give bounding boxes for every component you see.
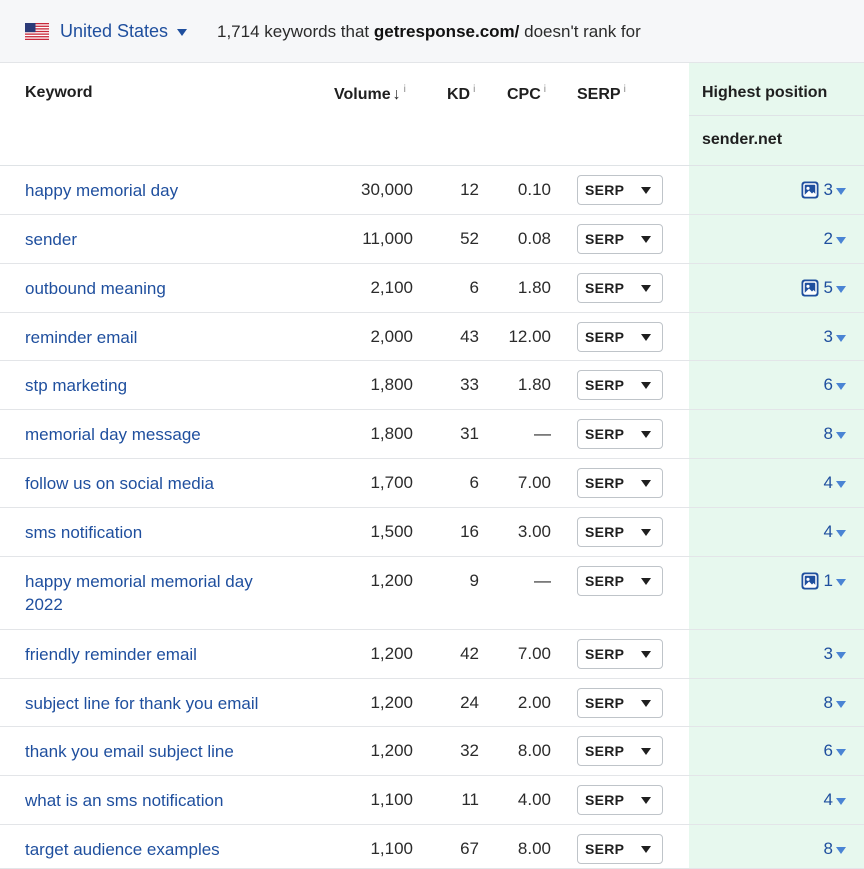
chevron-down-icon <box>836 579 846 586</box>
keyword-link[interactable]: follow us on social media <box>25 474 214 493</box>
chevron-down-icon <box>641 651 651 658</box>
position-value: 1 <box>823 571 833 590</box>
keyword-link[interactable]: friendly reminder email <box>25 645 197 664</box>
serp-button[interactable] <box>577 688 663 718</box>
position-value: 2 <box>823 229 833 248</box>
chevron-down-icon <box>836 530 846 537</box>
chevron-down-icon <box>641 285 651 292</box>
volume-value: 2,000 <box>370 327 413 346</box>
serp-button[interactable] <box>577 785 663 815</box>
keyword-link[interactable]: what is an sms notification <box>25 791 224 810</box>
serp-button[interactable] <box>577 175 663 205</box>
position-dropdown[interactable] <box>801 278 846 298</box>
serp-button[interactable] <box>577 224 663 254</box>
position-dropdown[interactable] <box>824 424 846 444</box>
serp-button-label: SERP <box>585 329 625 345</box>
header-label: sender.net <box>702 131 783 148</box>
serp-button-label: SERP <box>585 182 625 198</box>
position-value: 6 <box>823 741 833 760</box>
chevron-down-icon <box>641 431 651 438</box>
chevron-down-icon <box>641 480 651 487</box>
serp-button-label: SERP <box>585 792 625 808</box>
column-header-volume[interactable] <box>334 84 406 104</box>
serp-button-label: SERP <box>585 475 625 491</box>
table-row <box>0 361 864 410</box>
cpc-value: 8.00 <box>517 741 551 760</box>
position-dropdown[interactable] <box>824 522 846 542</box>
image-pack-icon <box>801 279 819 297</box>
volume-value: 11,000 <box>362 229 413 248</box>
volume-value: 1,800 <box>370 424 413 443</box>
serp-button[interactable] <box>577 322 663 352</box>
cpc-value: 0.10 <box>517 180 551 199</box>
summary-domain: getresponse.com/ <box>373 22 520 41</box>
cpc-value: 0.08 <box>517 229 551 248</box>
position-dropdown[interactable] <box>824 327 846 347</box>
info-icon[interactable]: i <box>543 84 547 95</box>
volume-value: 1,100 <box>370 790 413 809</box>
serp-button[interactable] <box>577 834 663 864</box>
table-row <box>0 264 864 313</box>
column-header-keyword[interactable] <box>25 84 93 102</box>
position-value: 6 <box>823 375 833 394</box>
info-icon[interactable]: i <box>403 84 406 95</box>
position-dropdown[interactable] <box>824 741 846 761</box>
position-value: 3 <box>823 644 833 663</box>
position-value: 8 <box>823 839 833 858</box>
kd-value: 16 <box>460 522 479 541</box>
header-label: Keyword <box>25 84 93 101</box>
keyword-link[interactable]: target audience examples <box>25 840 220 859</box>
chevron-down-icon <box>641 578 651 585</box>
us-flag-icon <box>25 23 49 40</box>
summary-suffix: doesn't rank for <box>524 22 641 41</box>
header-label: CPC <box>507 86 541 103</box>
serp-button[interactable] <box>577 566 663 596</box>
summary-prefix: 1,714 keywords that <box>217 22 370 41</box>
serp-button[interactable] <box>577 517 663 547</box>
table-row <box>0 679 864 727</box>
serp-button-label: SERP <box>585 743 625 759</box>
serp-button-label: SERP <box>585 573 625 589</box>
position-dropdown[interactable] <box>824 839 846 859</box>
position-dropdown[interactable] <box>824 473 846 493</box>
serp-button[interactable] <box>577 273 663 303</box>
table-row <box>0 313 864 361</box>
keyword-link[interactable]: subject line for thank you email <box>25 694 259 713</box>
position-dropdown[interactable] <box>824 229 846 249</box>
chevron-down-icon <box>836 481 846 488</box>
header-label: SERP <box>577 86 621 103</box>
top-bar <box>0 0 864 63</box>
keyword-link[interactable]: stp marketing <box>25 376 128 395</box>
cpc-value: 8.00 <box>517 839 551 858</box>
chevron-down-icon <box>836 286 846 293</box>
keyword-link[interactable]: thank you email subject line <box>25 742 234 761</box>
header-label: Volume <box>334 86 391 103</box>
cpc-value: 7.00 <box>517 644 551 663</box>
volume-value: 1,200 <box>370 741 413 760</box>
position-value: 8 <box>823 693 833 712</box>
chevron-down-icon <box>641 529 651 536</box>
volume-value: 1,200 <box>370 644 413 663</box>
volume-value: 1,200 <box>370 571 413 590</box>
position-value: 5 <box>823 278 833 297</box>
position-value: 4 <box>823 473 833 492</box>
table-row <box>0 508 864 557</box>
serp-button-label: SERP <box>585 841 625 857</box>
country-label[interactable]: United States <box>60 21 169 41</box>
kd-value: 6 <box>469 473 479 492</box>
serp-button[interactable] <box>577 736 663 766</box>
keyword-link[interactable]: outbound meaning <box>25 279 166 298</box>
chevron-down-icon <box>641 334 651 341</box>
sort-descending-icon[interactable]: ↓ <box>392 86 401 103</box>
cpc-value: 1.80 <box>517 375 551 394</box>
chevron-down-icon <box>836 188 846 195</box>
chevron-down-icon <box>641 748 651 755</box>
chevron-down-icon[interactable] <box>177 29 187 36</box>
chevron-down-icon <box>641 382 651 389</box>
volume-value: 30,000 <box>361 180 413 199</box>
cpc-value: 3.00 <box>517 522 551 541</box>
cpc-value: 1.80 <box>517 278 551 297</box>
volume-value: 1,100 <box>370 839 413 858</box>
serp-button-label: SERP <box>585 426 625 442</box>
kd-value: 6 <box>469 278 479 297</box>
cpc-value: 7.00 <box>517 473 551 492</box>
chevron-down-icon <box>641 700 651 707</box>
kd-value: 9 <box>469 571 479 590</box>
chevron-down-icon <box>641 187 651 194</box>
kd-value: 12 <box>460 180 479 199</box>
serp-button-label: SERP <box>585 524 625 540</box>
keyword-link[interactable]: sender <box>25 230 77 249</box>
keyword-link[interactable]: memorial day message <box>25 425 201 444</box>
chevron-down-icon <box>836 847 846 854</box>
serp-button-label: SERP <box>585 231 625 247</box>
chevron-down-icon <box>836 383 846 390</box>
position-dropdown[interactable] <box>824 790 846 810</box>
position-value: 4 <box>823 522 833 541</box>
serp-button[interactable] <box>577 370 663 400</box>
column-header-serp[interactable] <box>577 84 626 104</box>
serp-button-label: SERP <box>585 646 625 662</box>
header-divider <box>689 115 864 116</box>
chevron-down-icon <box>836 432 846 439</box>
keyword-link[interactable]: happy memorial day <box>25 181 179 200</box>
volume-value: 1,500 <box>370 522 413 541</box>
kd-value: 33 <box>460 375 479 394</box>
serp-button[interactable] <box>577 468 663 498</box>
column-header-cpc[interactable] <box>507 84 546 104</box>
chevron-down-icon <box>641 236 651 243</box>
serp-button-label: SERP <box>585 695 625 711</box>
kd-value: 31 <box>460 424 479 443</box>
volume-value: 1,200 <box>370 693 413 712</box>
table-row <box>0 630 864 679</box>
kd-value: 42 <box>460 644 479 663</box>
column-header-highest-position <box>702 84 827 102</box>
kd-value: 32 <box>460 741 479 760</box>
chevron-down-icon <box>836 335 846 342</box>
kd-value: 11 <box>461 790 479 809</box>
cpc-value: — <box>534 424 551 443</box>
keyword-link[interactable]: sms notification <box>25 523 143 542</box>
chevron-down-icon <box>836 749 846 756</box>
table-row <box>0 459 864 508</box>
serp-button[interactable] <box>577 419 663 449</box>
kd-value: 52 <box>460 229 479 248</box>
serp-button[interactable] <box>577 639 663 669</box>
volume-value: 2,100 <box>370 278 413 297</box>
kd-value: 43 <box>460 327 479 346</box>
image-pack-icon <box>801 572 819 590</box>
column-header-competitor <box>702 131 782 149</box>
chevron-down-icon <box>836 701 846 708</box>
keyword-link[interactable]: happy memorial memorial day 2022 <box>25 572 253 614</box>
serp-button-label: SERP <box>585 280 625 296</box>
keyword-link[interactable]: reminder email <box>25 328 138 347</box>
table-row <box>0 727 864 776</box>
serp-button-label: SERP <box>585 377 625 393</box>
kd-value: 24 <box>460 693 479 712</box>
position-dropdown[interactable] <box>824 693 846 713</box>
country-selector[interactable] <box>25 21 187 42</box>
table-row <box>0 825 864 869</box>
chevron-down-icon <box>836 237 846 244</box>
cpc-value: 4.00 <box>517 790 551 809</box>
table-row <box>0 410 864 459</box>
table-row <box>0 215 864 264</box>
position-dropdown[interactable] <box>824 644 846 664</box>
cpc-value: 2.00 <box>517 693 551 712</box>
chevron-down-icon <box>641 846 651 853</box>
header-label: Highest position <box>702 84 828 101</box>
column-header-kd[interactable] <box>447 84 475 104</box>
position-dropdown[interactable] <box>801 571 846 591</box>
chevron-down-icon <box>836 652 846 659</box>
volume-value: 1,700 <box>370 473 413 492</box>
position-value: 4 <box>823 790 833 809</box>
header-label: KD <box>447 86 471 103</box>
image-pack-icon <box>801 181 819 199</box>
cpc-value: — <box>534 571 551 590</box>
position-dropdown[interactable] <box>801 180 846 200</box>
position-value: 3 <box>823 180 833 199</box>
cpc-value: 12.00 <box>508 327 551 346</box>
position-dropdown[interactable] <box>824 375 846 395</box>
chevron-down-icon <box>836 798 846 805</box>
volume-value: 1,800 <box>370 375 413 394</box>
position-value: 8 <box>823 424 833 443</box>
chevron-down-icon <box>641 797 651 804</box>
table-row <box>0 166 864 215</box>
summary-text <box>217 22 641 42</box>
info-icon[interactable]: i <box>473 84 476 95</box>
kd-value: 67 <box>460 839 479 858</box>
position-value: 3 <box>823 327 833 346</box>
table-row <box>0 557 864 630</box>
info-icon[interactable]: i <box>623 84 626 95</box>
table-row <box>0 776 864 825</box>
